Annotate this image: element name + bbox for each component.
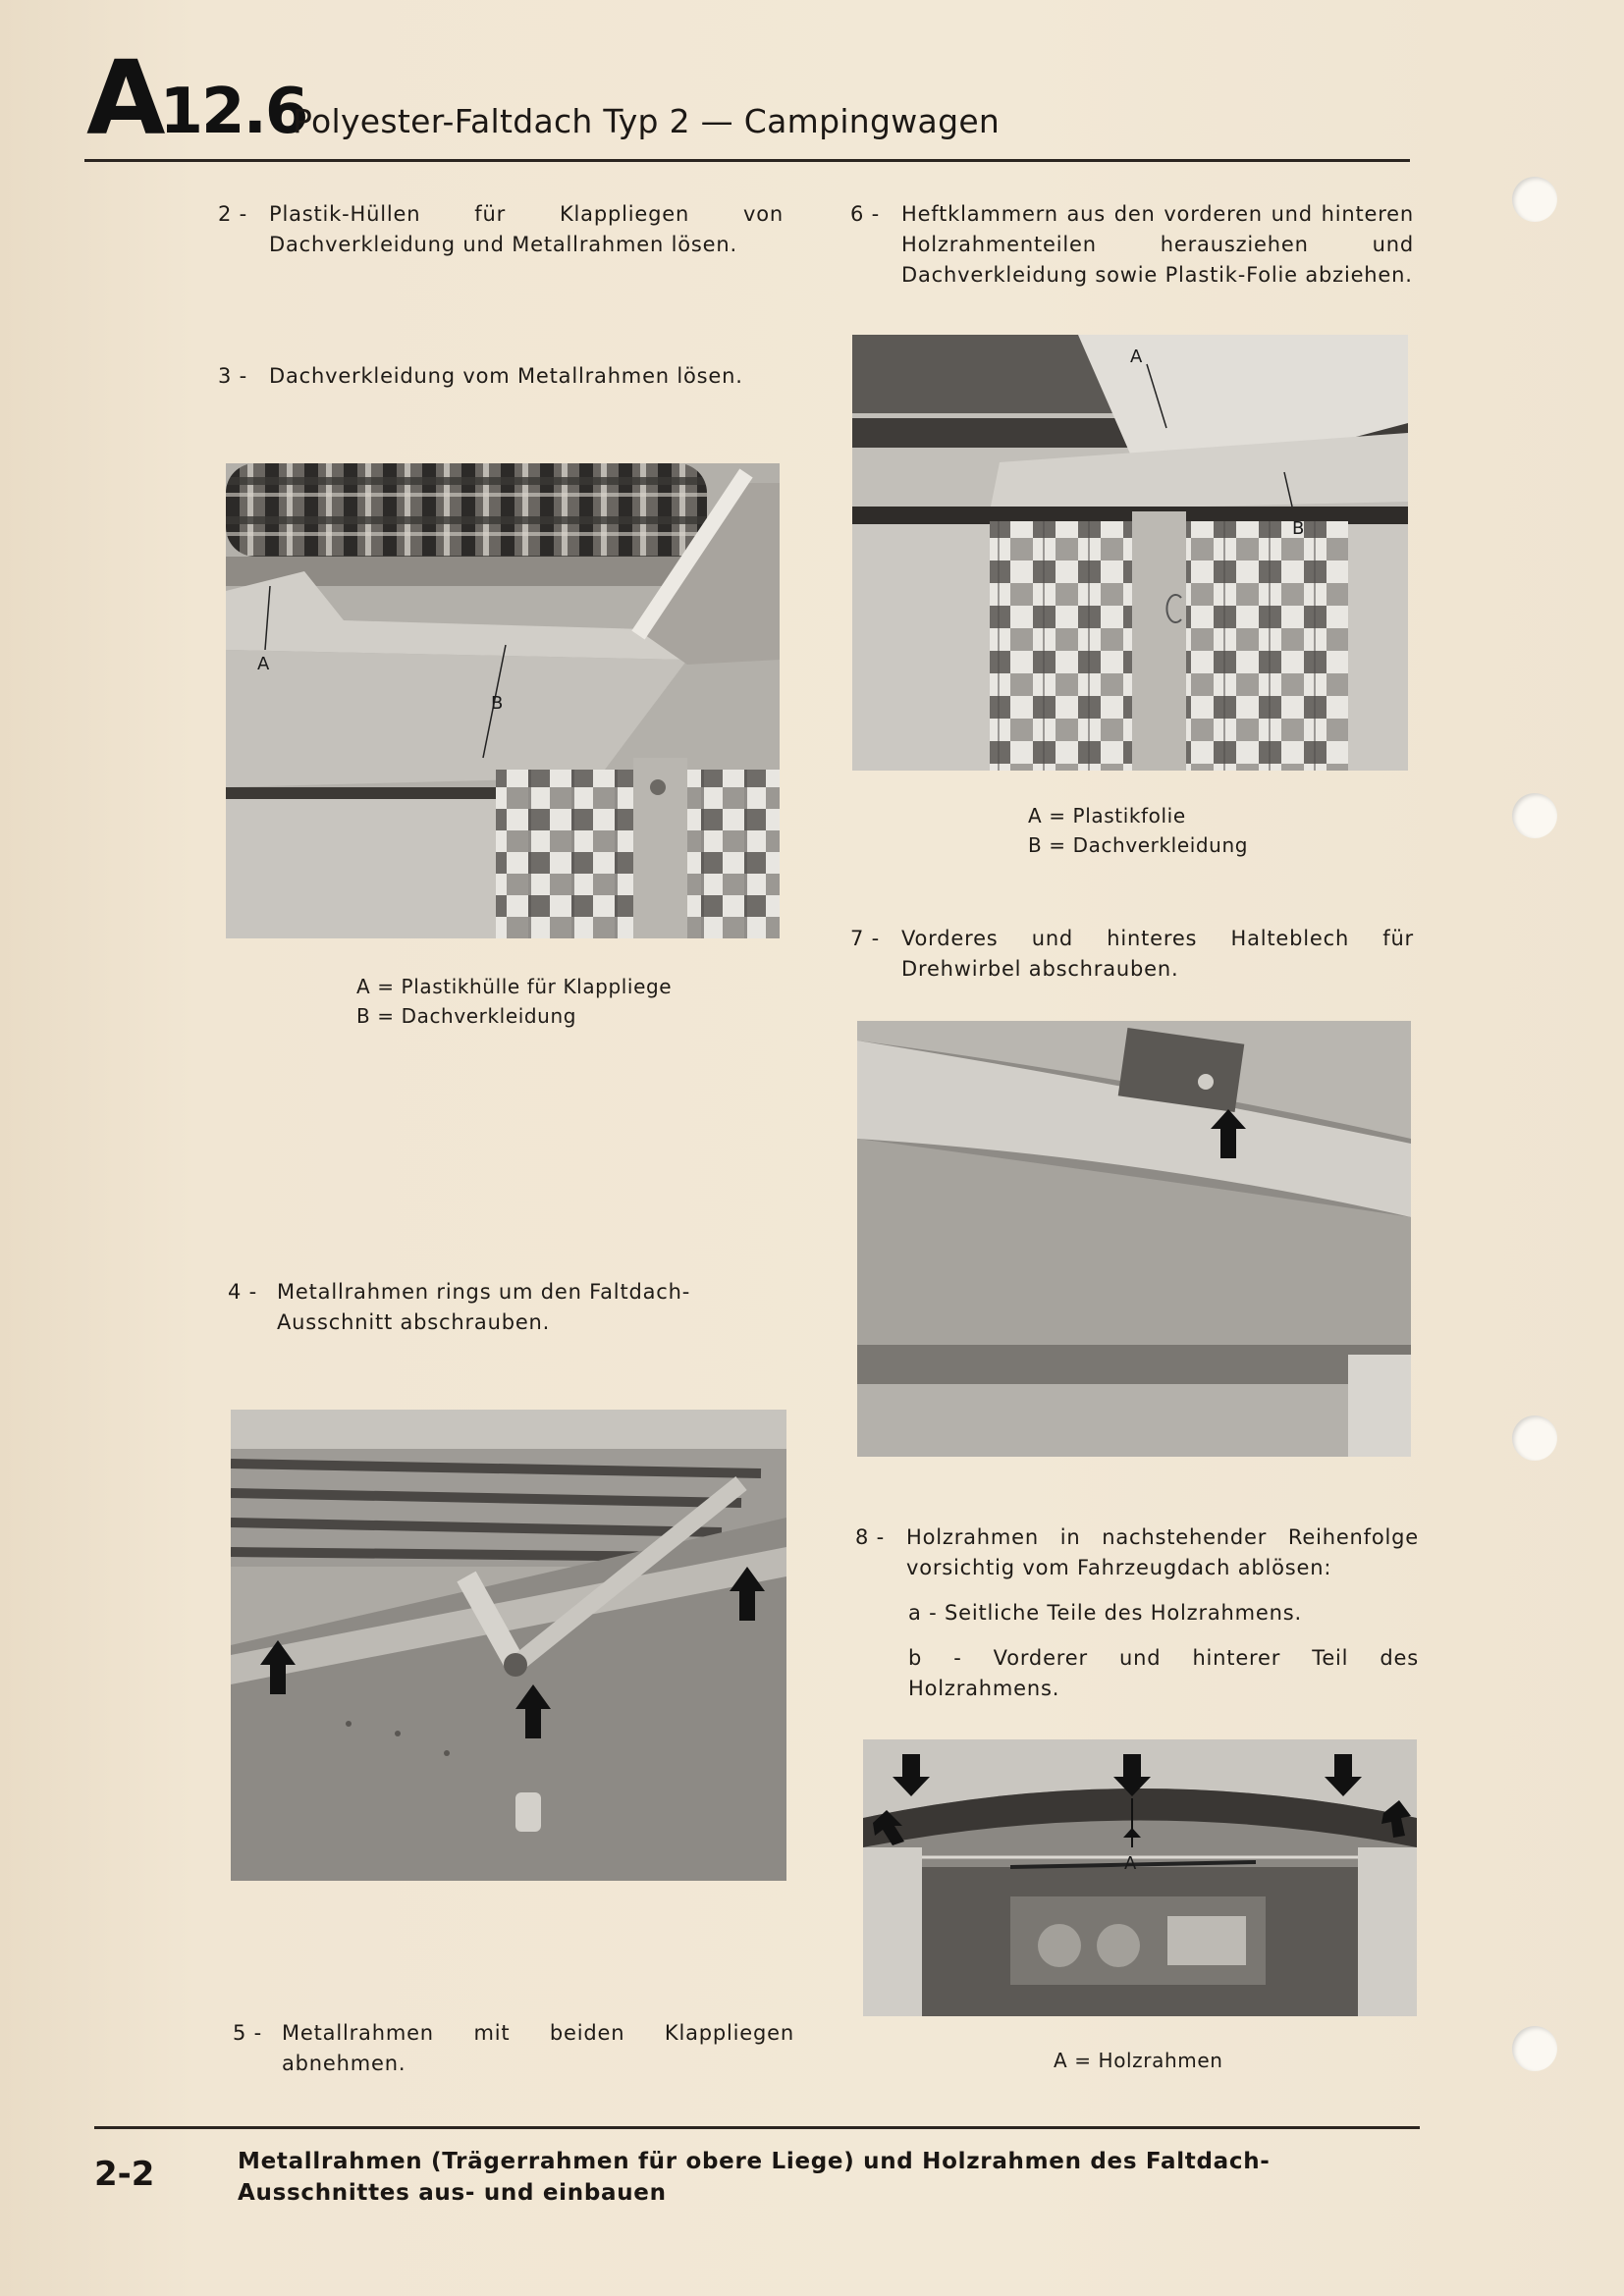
step-number: 8 - <box>855 1525 886 1549</box>
legend-line: B = Dachverkleidung <box>1028 833 1249 857</box>
step-text: Heftklammern aus den vorderen und hinteren Holzrahmenteilen herausziehen und Dachverkleidung sowie Plastik-Folie abziehen. <box>901 202 1414 287</box>
binder-hole <box>1512 1415 1557 1461</box>
photo-roof-lining-detail <box>226 463 780 938</box>
section-code-letter: A <box>86 38 162 158</box>
substep-b: b - Vorderer und hinterer Teil des Holzrahmens. <box>908 1646 1419 1700</box>
photo-metal-frame-arrows <box>231 1410 786 1881</box>
legend-line: A = Holzrahmen <box>1054 2049 1223 2072</box>
legend-line: A = Plastikhülle für Klappliege <box>356 975 673 998</box>
photo-5-legend <box>1054 2046 1223 2075</box>
binder-hole <box>1512 793 1557 838</box>
photo-wood-frame-arrows <box>863 1739 1417 2016</box>
step-4 <box>228 1277 793 1338</box>
step-text: Vorderes und hinteres Halteblech für Drehwirbel abschrauben. <box>901 927 1414 981</box>
step-text: Metallrahmen mit beiden Klappliegen abnehmen. <box>282 2021 794 2075</box>
substep-a: a - Seitliche Teile des Holzrahmens. <box>908 1601 1302 1625</box>
step-number: 3 - <box>218 364 248 388</box>
step-text: Plastik-Hüllen für Klappliegen von Dachverkleidung und Metallrahmen lösen. <box>269 202 784 256</box>
step-number: 4 - <box>228 1280 258 1304</box>
section-code <box>86 38 307 158</box>
photo-1-image <box>226 463 780 938</box>
step-text: Holzrahmen in nachstehender Reihenfolge vorsichtig vom Fahrzeugdach ablösen: <box>906 1525 1419 1579</box>
photo-1-legend <box>356 972 672 1031</box>
photo-5-label-a: A <box>1124 1853 1137 1874</box>
photo-1-label-b: B <box>491 693 504 714</box>
section-code-number: 12.6 <box>159 76 307 148</box>
step-text: Dachverkleidung vom Metallrahmen lösen. <box>269 364 743 388</box>
step-5 <box>233 2018 794 2079</box>
photo-5-image <box>863 1739 1417 2016</box>
step-6 <box>850 199 1414 291</box>
step-number: 5 - <box>233 2021 263 2045</box>
photo-3-image <box>231 1410 786 1881</box>
photo-plastic-film-detail <box>852 335 1408 771</box>
step-2 <box>218 199 784 260</box>
footer-caption: Metallrahmen (Trägerrahmen für obere Liege) und Holzrahmen des Faltdach-Ausschnittes aus- und einbauen <box>238 2149 1271 2206</box>
photo-4-image <box>857 1021 1411 1457</box>
photo-2-label-a: A <box>1130 347 1143 367</box>
legend-line: A = Plastikfolie <box>1028 804 1186 828</box>
header-rule <box>84 159 1410 162</box>
step-number: 2 - <box>218 202 248 226</box>
step-number: 6 - <box>850 202 881 226</box>
step-7 <box>850 924 1414 985</box>
legend-line: B = Dachverkleidung <box>356 1004 577 1028</box>
photo-bracket-arrow <box>857 1021 1411 1457</box>
photo-2-legend <box>1028 801 1248 860</box>
binder-hole <box>1512 2026 1557 2071</box>
step-3 <box>218 361 784 392</box>
photo-2-label-b: B <box>1292 518 1305 539</box>
step-number: 7 - <box>850 927 881 950</box>
page-number: 2-2 <box>94 2155 155 2194</box>
photo-2-image <box>852 335 1408 771</box>
step-text: Metallrahmen rings um den Faltdach-Ausschnitt abschrauben. <box>277 1280 691 1334</box>
page-title: Polyester-Faltdach Typ 2 — Campingwagen <box>293 102 1001 140</box>
step-8 <box>855 1522 1419 1583</box>
photo-1-label-a: A <box>257 654 270 674</box>
binder-hole <box>1512 177 1557 222</box>
footer-rule <box>94 2126 1420 2129</box>
